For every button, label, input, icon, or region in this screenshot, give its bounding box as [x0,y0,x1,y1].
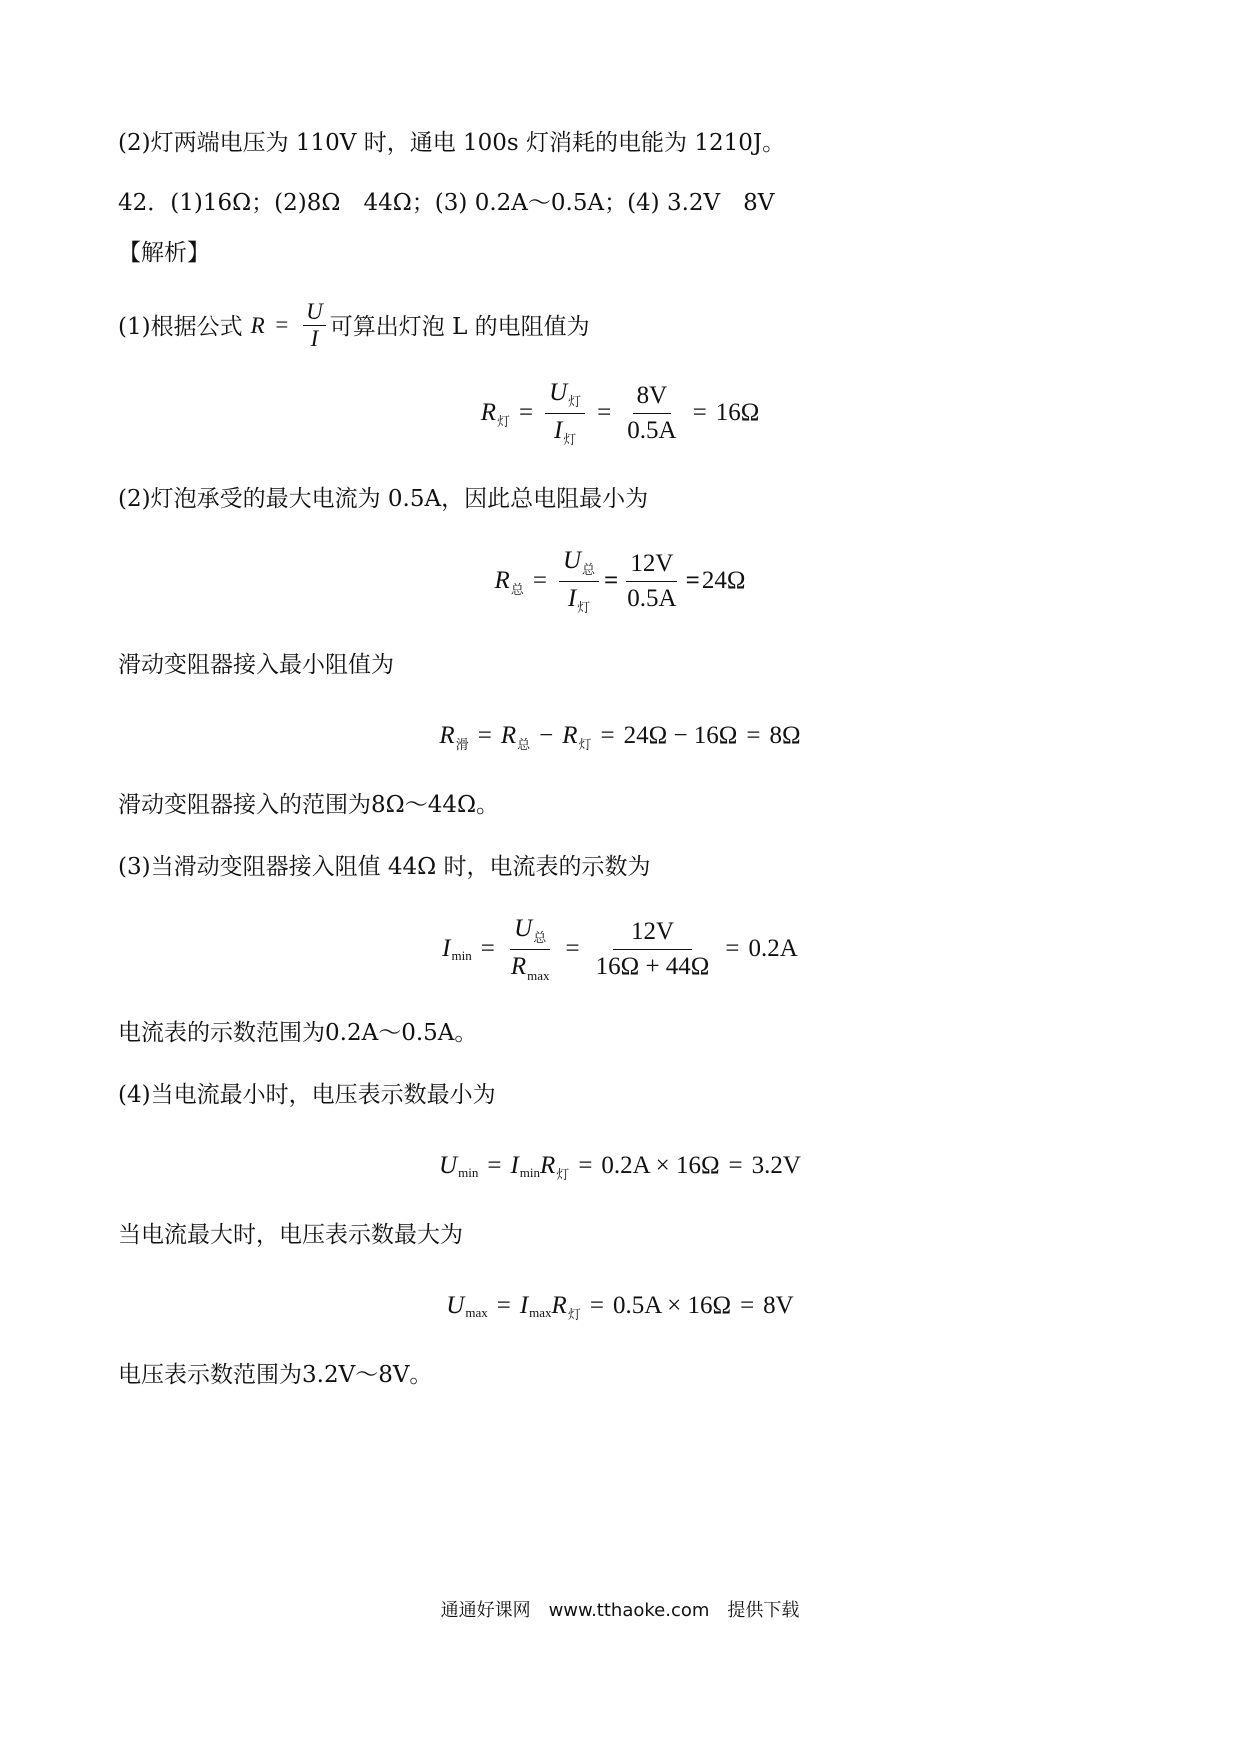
equation-rheostat-min: R 滑 = R 总 − R 灯 = 24Ω − 16Ω = 8Ω [439,722,801,752]
analysis-heading: 【解析】 [118,240,210,266]
equation-lamp-resistance: R 灯 = $\frac{U_灯}{I_灯}$ = $\frac{8V}{0.5A}$ = 16Ω [480,378,760,447]
equation-max-voltage: U max = I max R 灯 = 0.5A × 16Ω = 8V [446,1292,794,1322]
equation-total-resistance: R 总 = $\frac{U_总}{I_灯}$ = $\frac{12V}{0.5A}$ = 24Ω [494,546,746,615]
part2-intro: (2)灯泡承受的最大电流为 0.5A，因此总电阻最小为 [118,486,649,512]
formula-intro [118,300,590,354]
footer-watermark: 通通好课网 www.tthaoke.com 提供下载 [440,1600,800,1621]
answer-line-part2: (2)灯两端电压为 110V 时，通电 100s 灯消耗的电能为 1210J。 [118,130,786,156]
part3-intro: (3)当滑动变阻器接入阻值 44Ω 时，电流表的示数为 [118,854,651,880]
equation-min-voltage: U min = I min R 灯 = 0.2A × 16Ω = 3.2V [439,1152,801,1182]
formula-intro-tail: 可算出灯泡 L 的电阻值为 [329,314,590,340]
part4-intro: (4)当电流最小时，电压表示数最小为 [118,1082,496,1108]
equation-min-current: I min = $\frac{U_总}{R_{max}}$ = $\frac{12V}{16\Omega + 44\Omega}$ = 0.2A [442,914,798,983]
rheostat-min-intro: 滑动变阻器接入最小阻值为 [118,652,394,678]
formula-intro-text: (1)根据公式 [118,314,243,340]
answer-42-summary: 42．(1)16Ω；(2)8Ω 44Ω；(3) 0.2A～0.5A；(4) 3.2V 8V [118,190,775,216]
rheostat-range: 滑动变阻器接入的范围为8Ω～44Ω。 [118,792,500,818]
ammeter-range: 电流表的示数范围为0.2A～0.5A。 [118,1020,478,1046]
inline-formula: R = $\frac{U}{I}$ [251,301,330,354]
max-voltage-intro: 当电流最大时，电压表示数最大为 [118,1222,463,1248]
voltmeter-range: 电压表示数范围为3.2V～8V。 [118,1362,433,1388]
